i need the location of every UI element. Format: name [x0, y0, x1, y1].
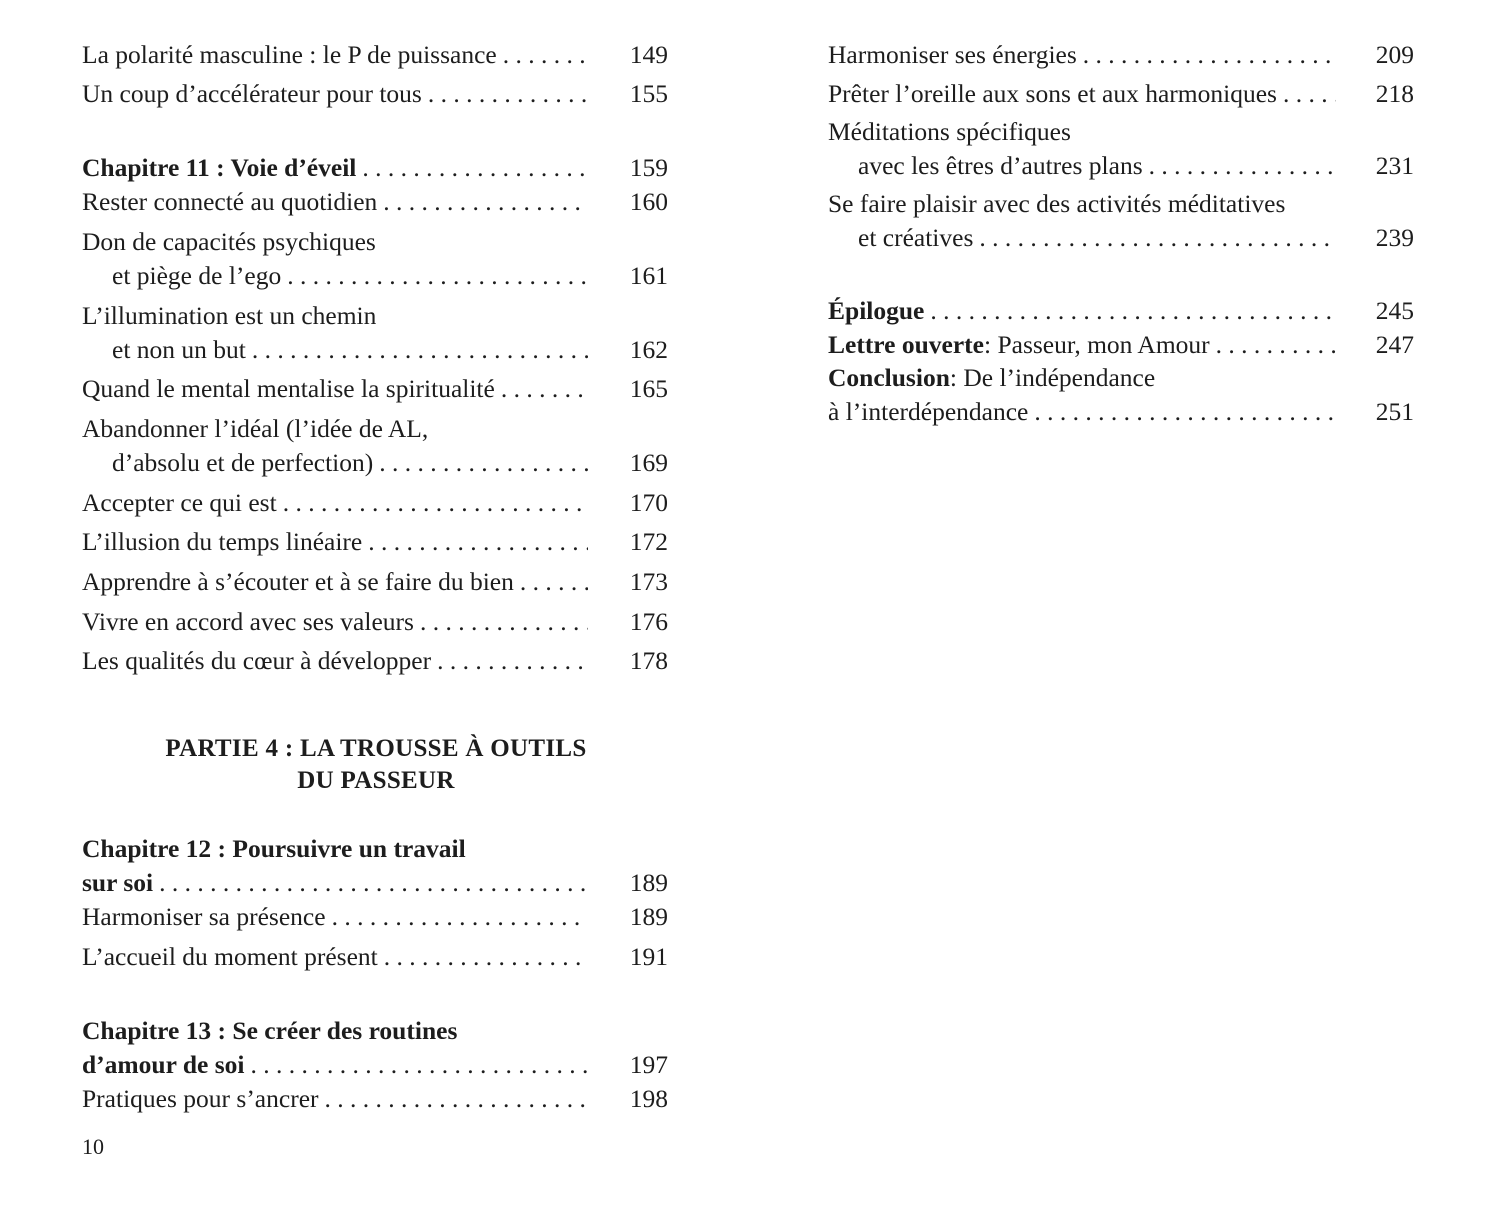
toc-page-number: 191 — [629, 942, 668, 971]
toc-entry-title: Harmoniser ses énergies — [828, 40, 1077, 69]
toc-page-number: 159 — [629, 153, 668, 182]
letter-title: Lettre ouverte — [828, 330, 984, 359]
toc-page-number: 162 — [629, 335, 668, 364]
toc-page-number: 176 — [629, 607, 668, 636]
dot-leader — [159, 866, 588, 900]
letter-subtitle: : Passeur, mon Amour — [984, 330, 1210, 359]
toc-page-number: 172 — [629, 527, 668, 556]
toc-page-number: 170 — [629, 488, 668, 517]
toc-entry — [82, 605, 668, 639]
toc-entry-title: Vivre en accord avec ses valeurs — [82, 607, 414, 636]
toc-entry — [828, 38, 1414, 72]
chapter-title: Chapitre 12 : Poursuivre un travail — [82, 834, 466, 863]
toc-page-number: 169 — [629, 448, 668, 477]
dot-leader — [420, 605, 588, 639]
toc-entry — [82, 565, 668, 599]
toc-page-number: 239 — [1375, 223, 1414, 252]
toc-entry-title-continued: et piège de l’ego — [112, 261, 282, 290]
toc-page-number: 198 — [629, 1084, 668, 1113]
dot-leader — [252, 333, 588, 367]
toc-entry-title: Se faire plaisir avec des activités méditatives — [828, 189, 1286, 218]
toc-page-number: 149 — [629, 40, 668, 69]
toc-entry-title: L’illusion du temps linéaire — [82, 527, 363, 556]
conclusion-subtitle: : De l’indépendance — [949, 363, 1156, 392]
part-heading-line: DU PASSEUR — [297, 767, 455, 794]
toc-entry — [82, 38, 668, 72]
toc-page-number: 161 — [629, 261, 668, 290]
toc-page-number: 189 — [629, 902, 668, 931]
toc-chapter-entry — [82, 151, 668, 185]
toc-entry-title: Méditations spécifiques — [828, 117, 1071, 146]
toc-page-number: 245 — [1375, 296, 1414, 325]
toc-entry-title-continued: d’absolu et de perfection) — [112, 448, 374, 477]
toc-chapter-entry — [82, 832, 668, 900]
toc-entry — [82, 412, 668, 480]
toc-entry — [82, 940, 668, 974]
dot-leader — [501, 372, 588, 406]
toc-page-number: 197 — [629, 1050, 668, 1079]
toc-page-number: 218 — [1375, 79, 1414, 108]
toc-entry — [82, 372, 668, 406]
toc-entry — [828, 77, 1414, 111]
toc-entry — [828, 115, 1414, 183]
dot-leader — [437, 644, 588, 678]
toc-entry — [82, 185, 668, 219]
toc-entry — [82, 1082, 668, 1116]
dot-leader — [1083, 38, 1336, 72]
toc-entry-title: Rester connecté au quotidien — [82, 187, 378, 216]
toc-chapter-entry — [82, 1014, 668, 1082]
dot-leader — [283, 486, 588, 520]
dot-leader — [1216, 328, 1336, 362]
toc-entry — [828, 187, 1414, 255]
dot-leader — [379, 446, 588, 480]
page-number-footer: 10 — [82, 1134, 104, 1159]
dot-leader — [325, 1082, 589, 1116]
dot-leader — [1149, 149, 1336, 183]
toc-page-number: 209 — [1375, 40, 1414, 69]
toc-entry-title: Harmoniser sa présence — [82, 902, 326, 931]
dot-leader — [383, 185, 588, 219]
toc-entry-title: Un coup d’accélérateur pour tous — [82, 79, 422, 108]
dot-leader — [1283, 77, 1336, 111]
toc-page-number: 160 — [629, 187, 668, 216]
toc-page-number: 155 — [629, 79, 668, 108]
toc-entry — [82, 644, 668, 678]
toc-page-number: 247 — [1375, 330, 1414, 359]
conclusion-subtitle-continued: à l’interdépendance — [828, 397, 1029, 426]
toc-entry-title: Accepter ce qui est — [82, 488, 277, 517]
toc-page-number: 178 — [629, 646, 668, 675]
dot-leader — [520, 565, 588, 599]
part-heading-line: PARTIE 4 : LA TROUSSE À OUTILS — [165, 735, 587, 762]
toc-entry — [82, 486, 668, 520]
toc-entry-title: Don de capacités psychiques — [82, 227, 376, 256]
dot-leader — [1034, 395, 1336, 429]
toc-page-number: 231 — [1375, 151, 1414, 180]
chapter-title-continued: d’amour de soi — [82, 1050, 245, 1079]
toc-page-number: 165 — [629, 374, 668, 403]
dot-leader — [368, 525, 588, 559]
chapter-title-continued: sur soi — [82, 868, 154, 897]
dot-leader — [287, 259, 588, 293]
toc-page-number: 173 — [629, 567, 668, 596]
toc-entry-title: La polarité masculine : le P de puissance — [82, 40, 497, 69]
toc-entry-title-continued: et non un but — [112, 335, 246, 364]
dot-leader — [930, 294, 1336, 328]
toc-chapter-entry — [828, 294, 1414, 328]
dot-leader — [384, 940, 588, 974]
part-heading — [82, 733, 670, 797]
toc-entry-title: Les qualités du cœur à développer — [82, 646, 432, 675]
toc-entry — [82, 77, 668, 111]
toc-chapter-entry — [828, 328, 1414, 362]
toc-entry-title-continued: et créatives — [858, 223, 974, 252]
conclusion-title: Conclusion — [828, 363, 950, 392]
dot-leader — [250, 1048, 588, 1082]
dot-leader — [332, 900, 588, 934]
toc-page-number: 251 — [1375, 397, 1414, 426]
toc-entry — [82, 525, 668, 559]
chapter-title: Chapitre 13 : Se créer des routines — [82, 1016, 458, 1045]
dot-leader — [503, 38, 588, 72]
dot-leader — [979, 221, 1336, 255]
toc-entry — [82, 900, 668, 934]
toc-entry — [82, 225, 668, 293]
toc-entry-title: Apprendre à s’écouter et à se faire du bien — [82, 567, 514, 596]
toc-entry-title: L’accueil du moment présent — [82, 942, 378, 971]
dot-leader — [362, 151, 588, 185]
toc-entry-title: Abandonner l’idéal (l’idée de AL, — [82, 414, 429, 443]
toc-entry-title-continued: avec les êtres d’autres plans — [858, 151, 1143, 180]
toc-entry — [82, 299, 668, 367]
toc-entry-title: Prêter l’oreille aux sons et aux harmoniques — [828, 79, 1277, 108]
toc-entry-title: Pratiques pour s’ancrer — [82, 1084, 319, 1113]
toc-page-number: 189 — [629, 868, 668, 897]
toc-chapter-entry — [828, 361, 1414, 429]
toc-entry-title: L’illumination est un chemin — [82, 301, 377, 330]
dot-leader — [428, 77, 588, 111]
epilogue-title: Épilogue — [828, 296, 925, 325]
chapter-title: Chapitre 11 : Voie d’éveil — [82, 153, 357, 182]
toc-entry-title: Quand le mental mentalise la spiritualité — [82, 374, 495, 403]
